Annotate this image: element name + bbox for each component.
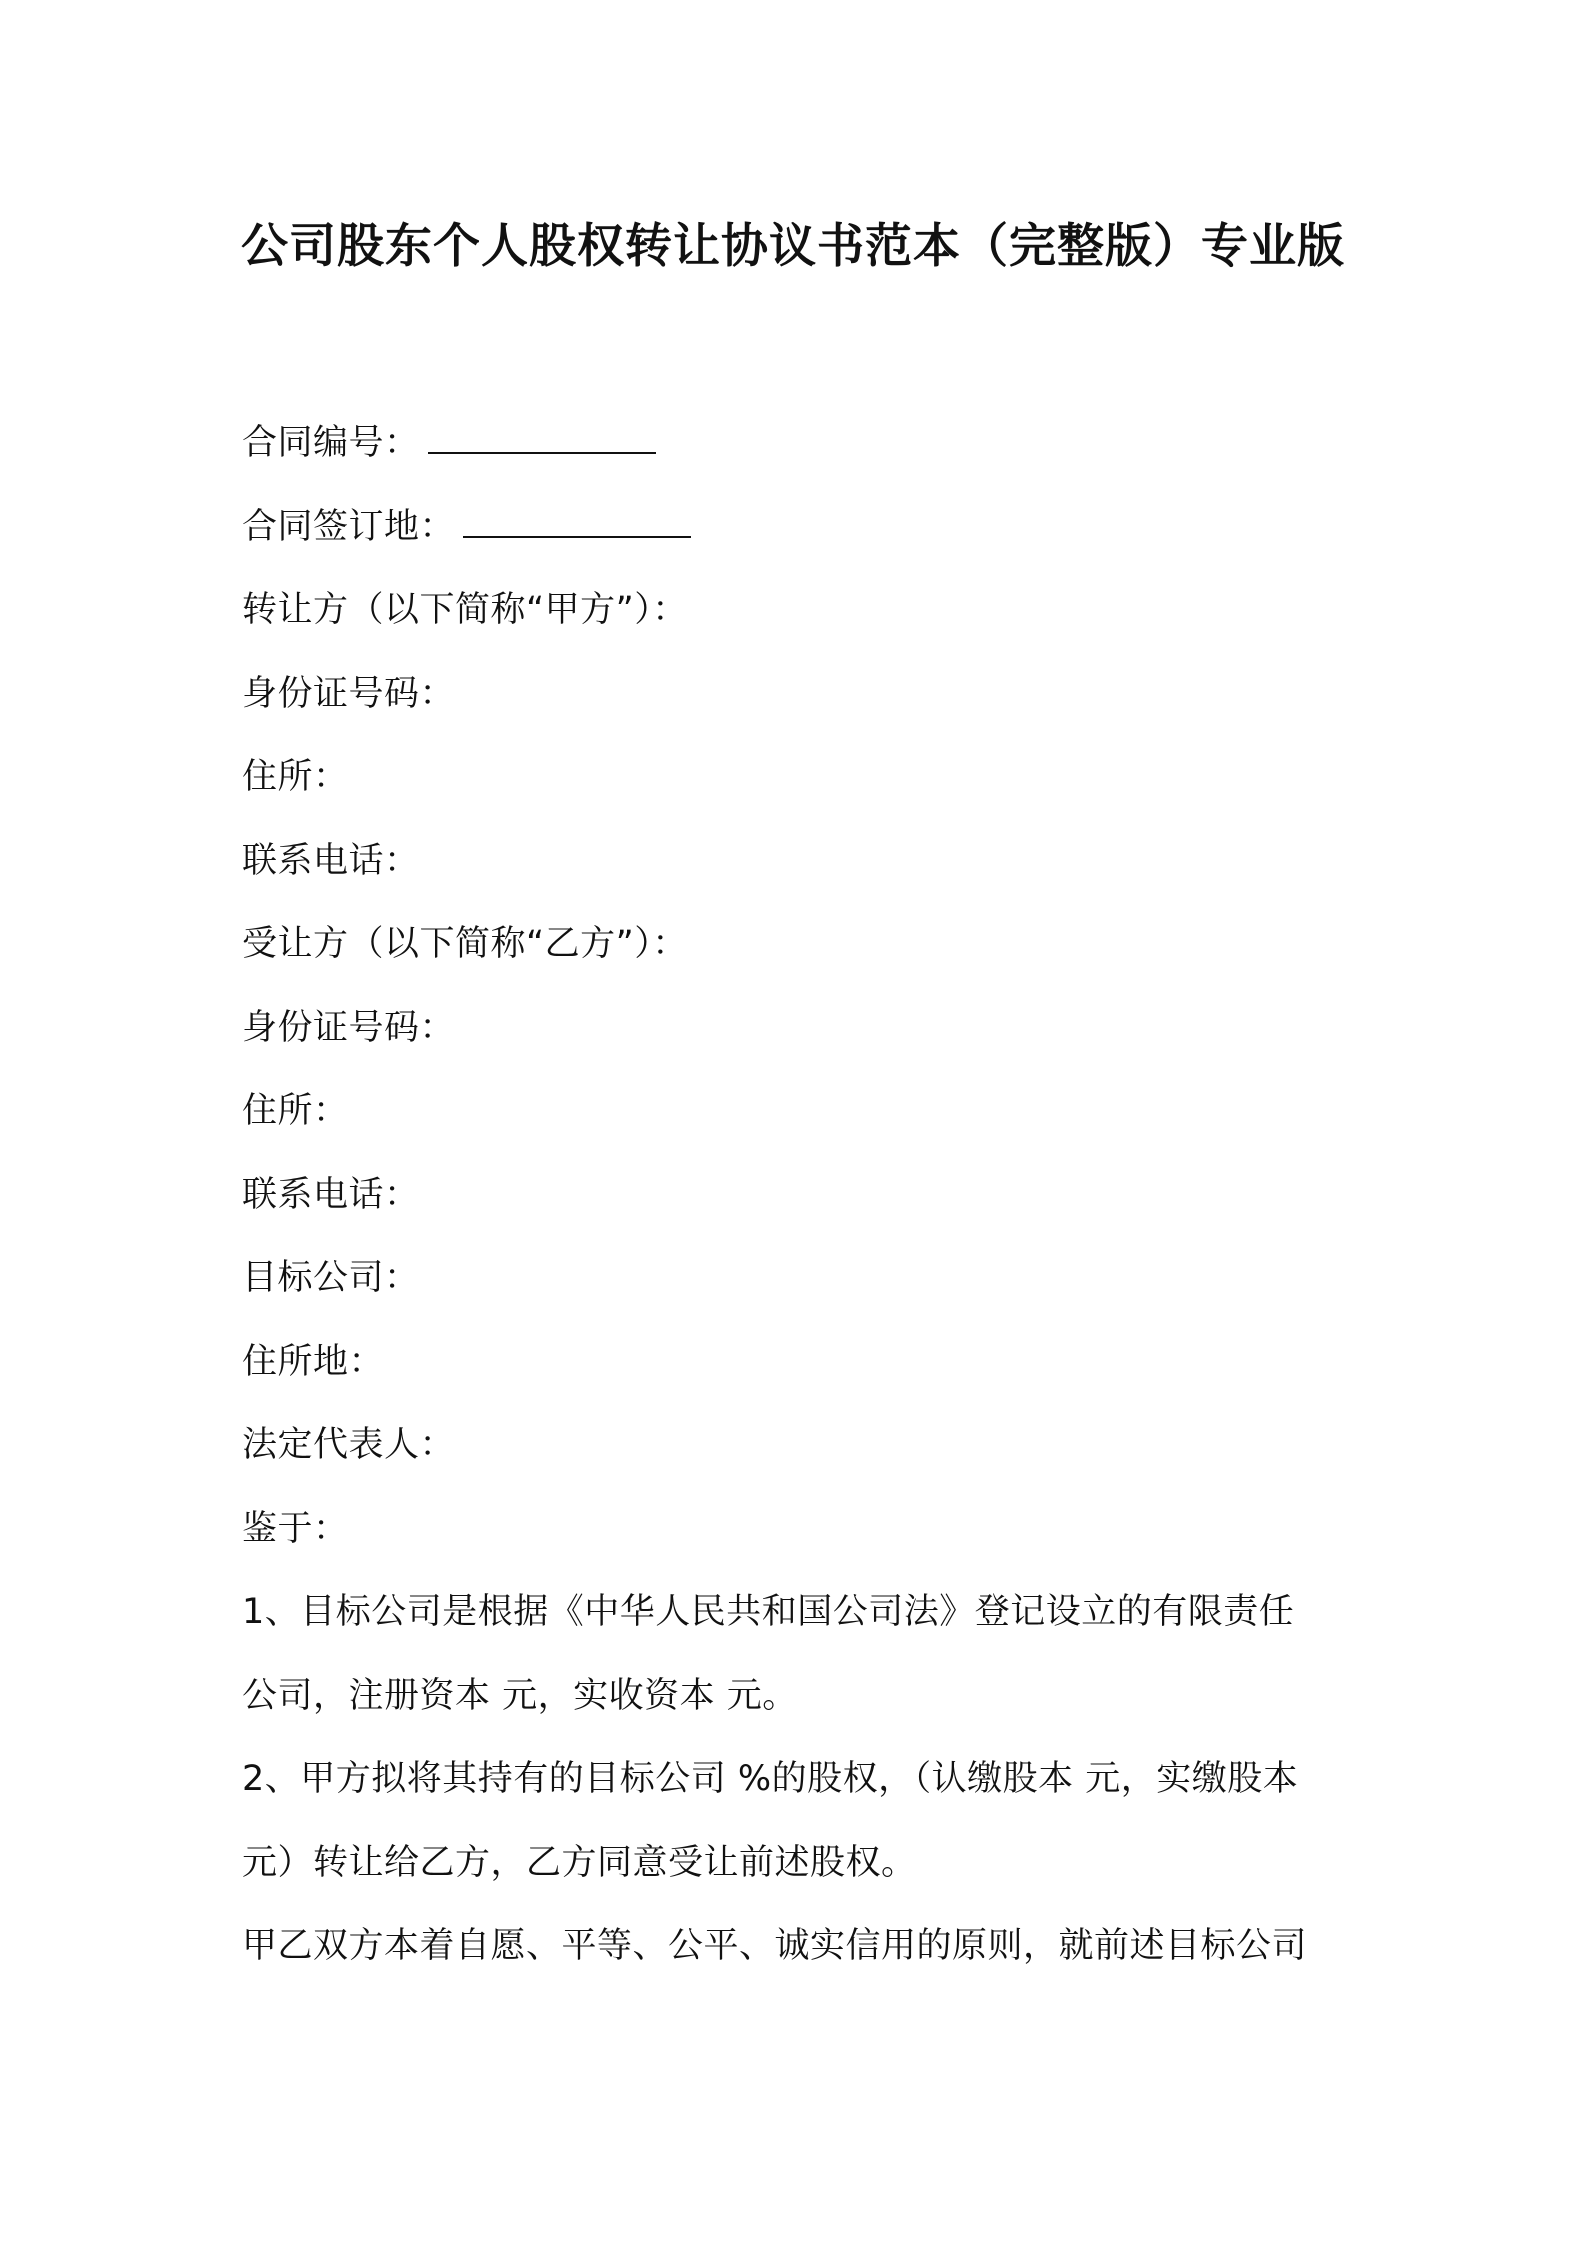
- contract-place-label: 合同签订地：: [242, 506, 456, 547]
- company-address-label: 住所地：: [242, 1341, 385, 1382]
- document-body: [242, 402, 1362, 1989]
- clause-1-line-1: 1、目标公司是根据《中华人民共和国公司法》登记设立的有限责任: [242, 1592, 1295, 1632]
- clause-2-line-2: 元）转让给乙方，乙方同意受让前述股权。: [242, 1842, 917, 1883]
- transferor-id-label: 身份证号码：: [242, 673, 456, 714]
- whereas-label: 鉴于：: [242, 1508, 349, 1549]
- closing-paragraph-line-1: 甲乙双方本着自愿、平等、公平、诚实信用的原则，就前述目标公司: [242, 1926, 1308, 1966]
- contract-number-blank: [428, 422, 656, 454]
- transferee-phone-label: 联系电话：: [242, 1174, 420, 1215]
- transferee-label: 受让方（以下简称“乙方”）：: [242, 924, 688, 964]
- contract-number-label: 合同编号：: [242, 423, 420, 463]
- transferor-phone-label: 联系电话：: [242, 840, 420, 881]
- transferee-address-label: 住所：: [242, 1091, 349, 1131]
- contract-number-line: [242, 402, 1362, 486]
- contract-place-blank: [463, 506, 691, 538]
- target-company-label: 目标公司：: [242, 1258, 420, 1298]
- transferor-address-label: 住所：: [242, 757, 349, 797]
- legal-representative-label: 法定代表人：: [242, 1425, 456, 1465]
- transferee-id-label: 身份证号码：: [242, 1007, 456, 1048]
- transferor-label: 转让方（以下简称“甲方”）：: [242, 590, 688, 630]
- contract-place-line: [242, 486, 1362, 570]
- clause-2-line-1: 2、甲方拟将其持有的目标公司 %的股权，（认缴股本 元，实缴股本: [242, 1759, 1299, 1799]
- clause-1-line-2: 公司，注册资本 元，实收资本 元。: [242, 1675, 798, 1716]
- document-title: 公司股东个人股权转让协议书范本（完整版）专业版: [241, 219, 1345, 274]
